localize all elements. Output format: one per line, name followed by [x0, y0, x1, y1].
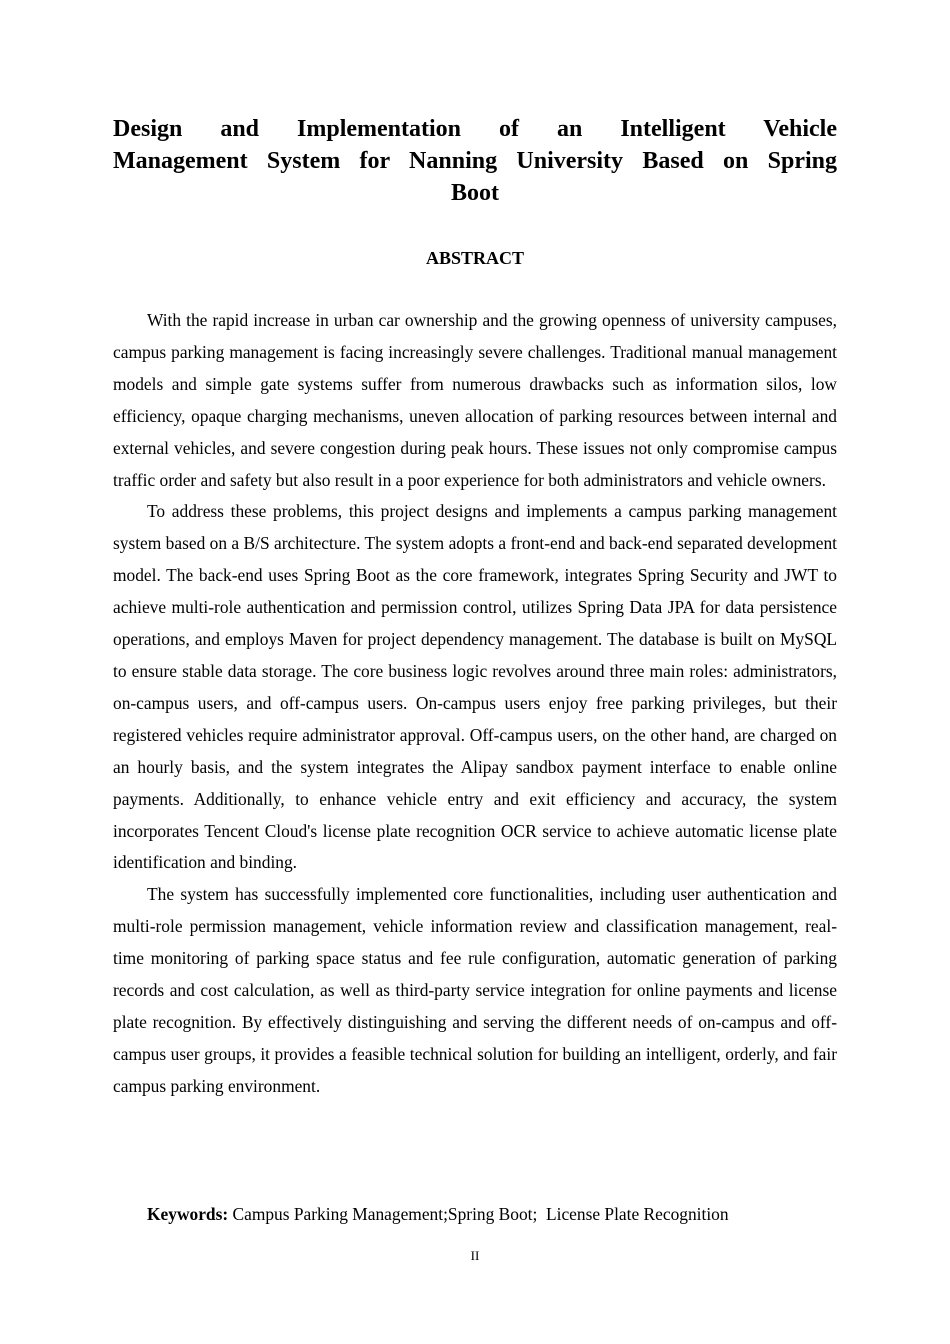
abstract-body: [113, 305, 837, 1103]
abstract-paragraph-1: With the rapid increase in urban car ownership and the growing openness of university campuses, campus parking management is facing increasingly severe challenges. Traditional manual management models and simple gate systems suffer from numerous drawbacks such as information silos, low efficiency, opaque charging mechanisms, uneven allocation of parking resources between internal and external vehicles, and severe congestion during peak hours. These issues not only compromise campus traffic order and safety but also result in a poor experience for both administrators and vehicle owners.: [113, 310, 837, 490]
keywords-label: Keywords:: [147, 1204, 229, 1224]
abstract-paragraph-2: To address these problems, this project designs and implements a campus parking management system based on a B/S architecture. The system adopts a front-end and back-end separated development model. The back-end uses Spring Boot as the core framework, integrates Spring Security and JWT to achieve multi-role authentication and permission control, utilizes Spring Data JPA for data persistence operations, and employs Maven for project dependency management. The database is built on MySQL to ensure stable data storage. The core business logic revolves around three main roles: administrators, on-campus users, and off-campus users. On-campus users enjoy free parking privileges, but their registered vehicles require administrator approval. Off-campus users, on the other hand, are charged on an hourly basis, and the system integrates the Alipay sandbox payment interface to enable online payments. Additionally, to enhance vehicle entry and exit efficiency and accuracy, the system incorporates Tencent Cloud's license plate recognition OCR service to achieve automatic license plate identification and binding.: [113, 501, 837, 873]
keywords-line: [113, 1200, 837, 1228]
paper-title: [113, 113, 837, 209]
abstract-heading: ABSTRACT: [425, 248, 525, 268]
title-line-1: Design and Implementation of an Intelligent Vehicle: [113, 116, 837, 142]
title-line-3: Boot: [451, 180, 499, 206]
page-number: II: [470, 1248, 480, 1263]
abstract-paragraph-3: The system has successfully implemented core functionalities, including user authentication and multi-role permission management, vehicle information review and classification management, real-time monitoring of parking space status and fee rule configuration, automatic generation of parking records and cost calculation, as well as third-party service integration for online payments and license plate recognition. By effectively distinguishing and serving the different needs of on-campus and off-campus user groups, it provides a feasible technical solution for building an intelligent, orderly, and fair campus parking environment.: [113, 884, 837, 1096]
title-line-2: Management System for Nanning University Based on Spring: [113, 148, 837, 174]
keywords-text: Campus Parking Management;Spring Boot; License Plate Recognition: [228, 1204, 729, 1224]
document-page: [113, 0, 837, 1344]
